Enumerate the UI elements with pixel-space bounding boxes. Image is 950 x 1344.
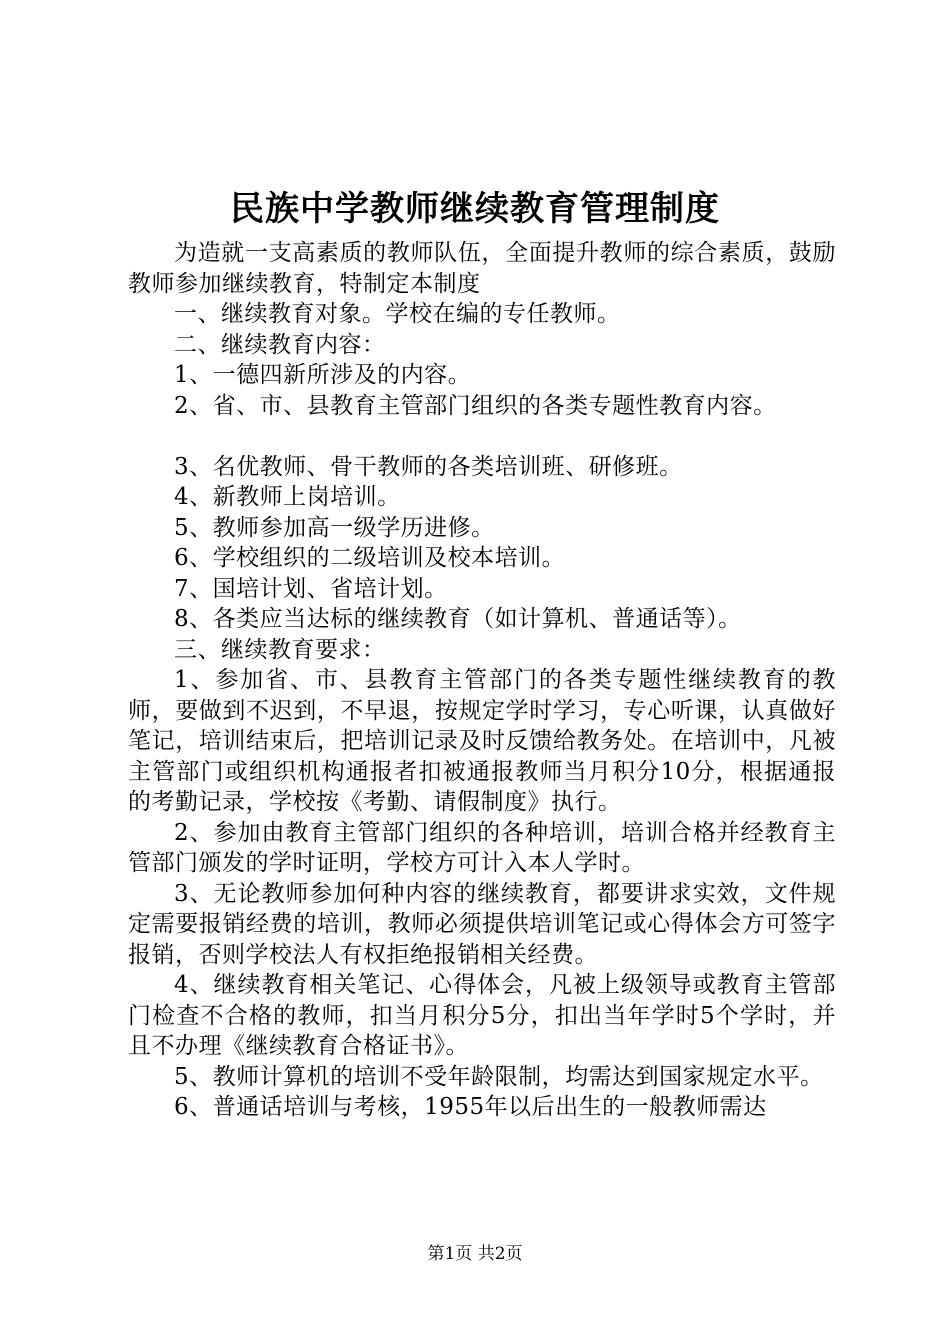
requirement-item-3: 3、无论教师参加何种内容的继续教育，都要讲求实效，文件规定需要报销经费的培训，教师必须提供培训笔记或心得体会方可签字报销，否则学校法人有权拒绝报销相关经费。 — [128, 880, 836, 968]
section-2-heading: 二、继续教育内容： — [174, 331, 386, 358]
content-item-6: 6、学校组织的二级培训及校本培训。 — [174, 545, 566, 571]
content-item-2: 2、省、市、县教育主管部门组织的各类专题性教育内容。 — [174, 392, 777, 419]
requirement-item-2: 2、参加由教育主管部门组织的各种培训，培训合格并经教育主管部门颁发的学时证明，学校方可计入本人学时。 — [128, 819, 836, 876]
requirement-item-5: 5、教师计算机的培训不受年龄限制，均需达到国家规定水平。 — [174, 1063, 824, 1090]
content-item-4: 4、新教师上岗培训。 — [174, 484, 401, 510]
content-item-7: 7、国培计划、省培计划。 — [174, 575, 448, 602]
content-item-5: 5、教师参加高一级学历进修。 — [174, 514, 495, 541]
blank-line — [128, 421, 836, 452]
content-item-8: 8、各类应当达标的继续教育（如计算机、普通话等）。 — [174, 606, 742, 632]
content-item-3: 3、名优教师、骨干教师的各类培训班、研修班。 — [174, 453, 683, 480]
page-number-footer: 第1页 共2页 — [427, 1244, 523, 1264]
document-body — [128, 238, 836, 1123]
section-3-heading: 三、继续教育要求： — [174, 636, 386, 663]
requirement-item-4: 4、继续教育相关笔记、心得体会，凡被上级领导或教育主管部门检查不合格的教师，扣当月积分5分，扣出当年学时5个学时，并且不办理《继续教育合格证书》。 — [128, 972, 836, 1059]
intro-paragraph: 为造就一支高素质的教师队伍，全面提升教师的综合素质，鼓励教师参加继续教育，特制定本制度 — [128, 240, 836, 297]
requirement-item-1: 1、参加省、市、县教育主管部门的各类专题性继续教育的教师，要做到不迟到，不早退，按规定学时学习，专心听课，认真做好笔记，培训结束后，把培训记录及时反馈给教务处。在培训中，凡被主管部门或组织机构通报者扣被通报教师当月积分10分，根据通报的考勤记录，学校按《考勤、请假制度》执行。 — [128, 667, 836, 815]
requirement-item-6: 6、普通话培训与考核，1955年以后出生的一般教师需达 — [174, 1094, 767, 1120]
content-item-1: 1、一德四新所涉及的内容。 — [174, 362, 472, 388]
document-title: 民族中学教师继续教育管理制度 — [230, 189, 720, 229]
section-1-heading: 一、继续教育对象。学校在编的专任教师。 — [174, 301, 621, 327]
